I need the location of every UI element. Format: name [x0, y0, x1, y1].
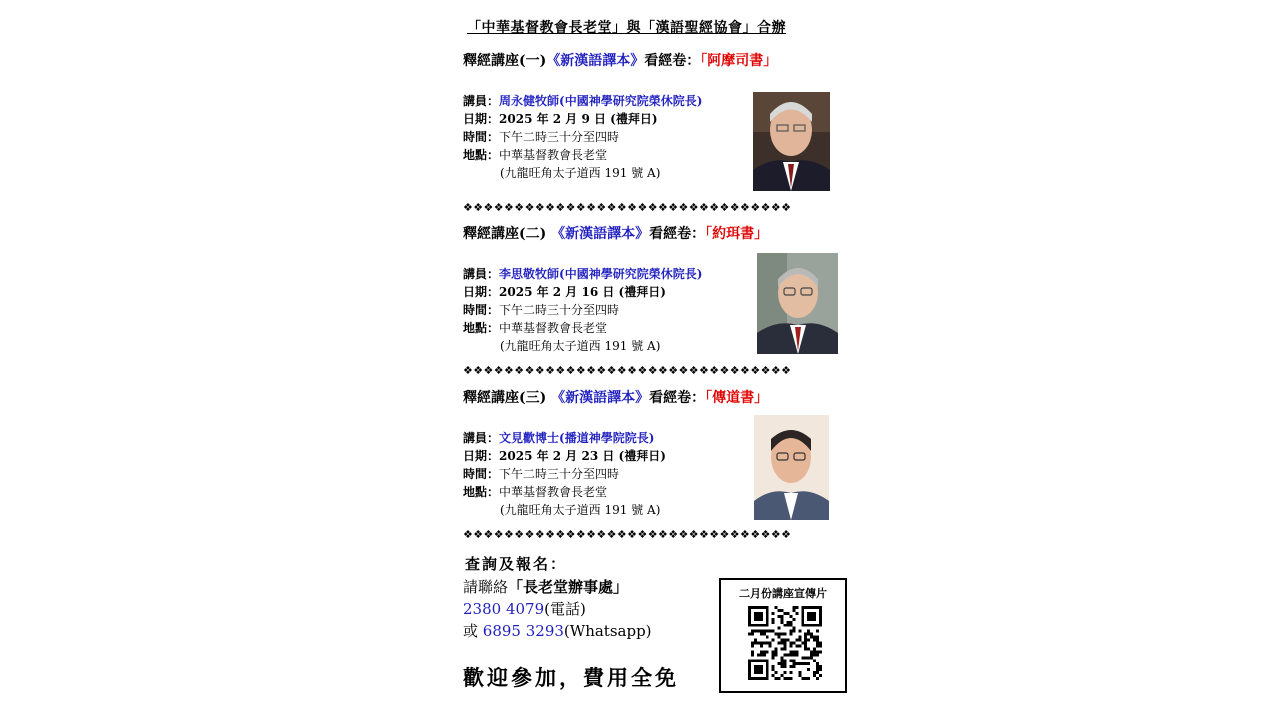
lecture-1-book: 「阿摩司書」	[700, 53, 778, 69]
lecture-3-date-row	[463, 447, 666, 465]
speaker-2-photo	[757, 253, 838, 354]
lecture-3-speaker-row	[463, 429, 654, 447]
lecture-2-speaker: 李思敬牧師(中國神學研究院榮休院長)	[499, 267, 703, 281]
qr-code-box[interactable]	[719, 578, 847, 693]
enquiry-title: 查詢及報名：	[465, 555, 568, 573]
lecture-3-place: 中華基督教會長老堂	[499, 485, 608, 499]
date-label: 日期：	[463, 449, 500, 463]
lecture-1-time: 下午二時三十分至四時	[499, 130, 620, 144]
lecture-3-number: 釋經講座(三)	[463, 390, 547, 406]
lecture-3-speaker: 文見歡博士(播道神學院院長)	[499, 431, 655, 445]
lecture-3-place-row	[463, 483, 607, 501]
lecture-1-time-row	[463, 128, 619, 146]
place-label: 地點：	[463, 485, 500, 499]
speaker-label: 講員：	[463, 267, 500, 281]
speaker-label: 講員：	[463, 431, 500, 445]
lecture-2-view-label: 看經卷：	[649, 226, 706, 242]
contact-prefix: 請聯絡	[463, 578, 509, 596]
lecture-3-book: 「傳道書」	[705, 390, 769, 406]
lecture-1-date: 2025 年 2 月 9 日 (禮拜日)	[499, 112, 658, 126]
separator-1: ❖❖❖❖❖❖❖❖❖❖❖❖❖❖❖❖❖❖❖❖❖❖❖❖❖❖❖❖❖❖❖❖	[463, 201, 792, 214]
place-label: 地點：	[463, 148, 500, 162]
date-label: 日期：	[463, 285, 500, 299]
lecture-2-number: 釋經講座(二)	[463, 226, 547, 242]
lecture-2-date: 2025 年 2 月 16 日 (禮拜日)	[499, 285, 666, 299]
speaker-3-photo	[754, 415, 829, 520]
contact-office: 「長老堂辦事處」	[508, 578, 629, 596]
lecture-1-heading	[463, 50, 777, 70]
lecture-3-time-row	[463, 465, 619, 483]
lecture-3-date: 2025 年 2 月 23 日 (禮拜日)	[499, 449, 666, 463]
lecture-1-place-row	[463, 146, 607, 164]
lecture-2-address: (九龍旺角太子道西 191 號 A)	[500, 339, 661, 353]
enquiry-contact-row	[463, 576, 628, 598]
lecture-3-heading	[463, 387, 768, 407]
lecture-1-address: (九龍旺角太子道西 191 號 A)	[500, 166, 661, 180]
whatsapp-number[interactable]: 6895 3293	[482, 622, 564, 640]
welcome-message: 歡迎參加，費用全免	[463, 665, 679, 690]
lecture-3-address: (九龍旺角太子道西 191 號 A)	[500, 503, 661, 517]
qr-label: 二月份講座宣傳片	[739, 587, 827, 600]
separator-3: ❖❖❖❖❖❖❖❖❖❖❖❖❖❖❖❖❖❖❖❖❖❖❖❖❖❖❖❖❖❖❖❖	[463, 528, 792, 541]
lecture-2-place-row	[463, 319, 607, 337]
lecture-1-speaker-row	[463, 92, 702, 110]
lecture-2-date-row	[463, 283, 666, 301]
phone-number[interactable]: 2380 4079	[463, 600, 545, 618]
lecture-1-place: 中華基督教會長老堂	[499, 148, 608, 162]
lecture-3-version: 《新漢語譯本》	[551, 390, 650, 406]
or-label: 或	[463, 622, 479, 640]
lecture-2-place: 中華基督教會長老堂	[499, 321, 608, 335]
speaker-1-photo	[753, 92, 830, 191]
date-label: 日期：	[463, 112, 500, 126]
lecture-1-version: 《新漢語譯本》	[546, 53, 645, 69]
lecture-1-view-label: 看經卷：	[644, 53, 701, 69]
place-label: 地點：	[463, 321, 500, 335]
lecture-3-view-label: 看經卷：	[649, 390, 706, 406]
time-label: 時間：	[463, 467, 500, 481]
lecture-1-number: 釋經講座(一)	[463, 53, 547, 69]
lecture-2-book: 「約珥書」	[705, 226, 769, 242]
qr-code[interactable]	[748, 606, 822, 680]
enquiry-phone-row	[463, 598, 586, 620]
lecture-2-time-row	[463, 301, 619, 319]
phone-suffix: (電話)	[544, 600, 586, 618]
whatsapp-suffix: (Whatsapp)	[563, 622, 652, 640]
speaker-label: 講員：	[463, 94, 500, 108]
page-title: 「中華基督教會長老堂」與「漢語聖經協會」合辦	[467, 20, 786, 36]
lecture-2-speaker-row	[463, 265, 702, 283]
lecture-1-date-row	[463, 110, 658, 128]
lecture-2-heading	[463, 223, 768, 243]
separator-2: ❖❖❖❖❖❖❖❖❖❖❖❖❖❖❖❖❖❖❖❖❖❖❖❖❖❖❖❖❖❖❖❖	[463, 364, 792, 377]
lecture-2-version: 《新漢語譯本》	[551, 226, 650, 242]
time-label: 時間：	[463, 303, 500, 317]
lecture-2-time: 下午二時三十分至四時	[499, 303, 620, 317]
time-label: 時間：	[463, 130, 500, 144]
lecture-3-time: 下午二時三十分至四時	[499, 467, 620, 481]
lecture-1-speaker: 周永健牧師(中國神學研究院榮休院長)	[499, 94, 703, 108]
enquiry-whatsapp-row	[463, 620, 652, 642]
